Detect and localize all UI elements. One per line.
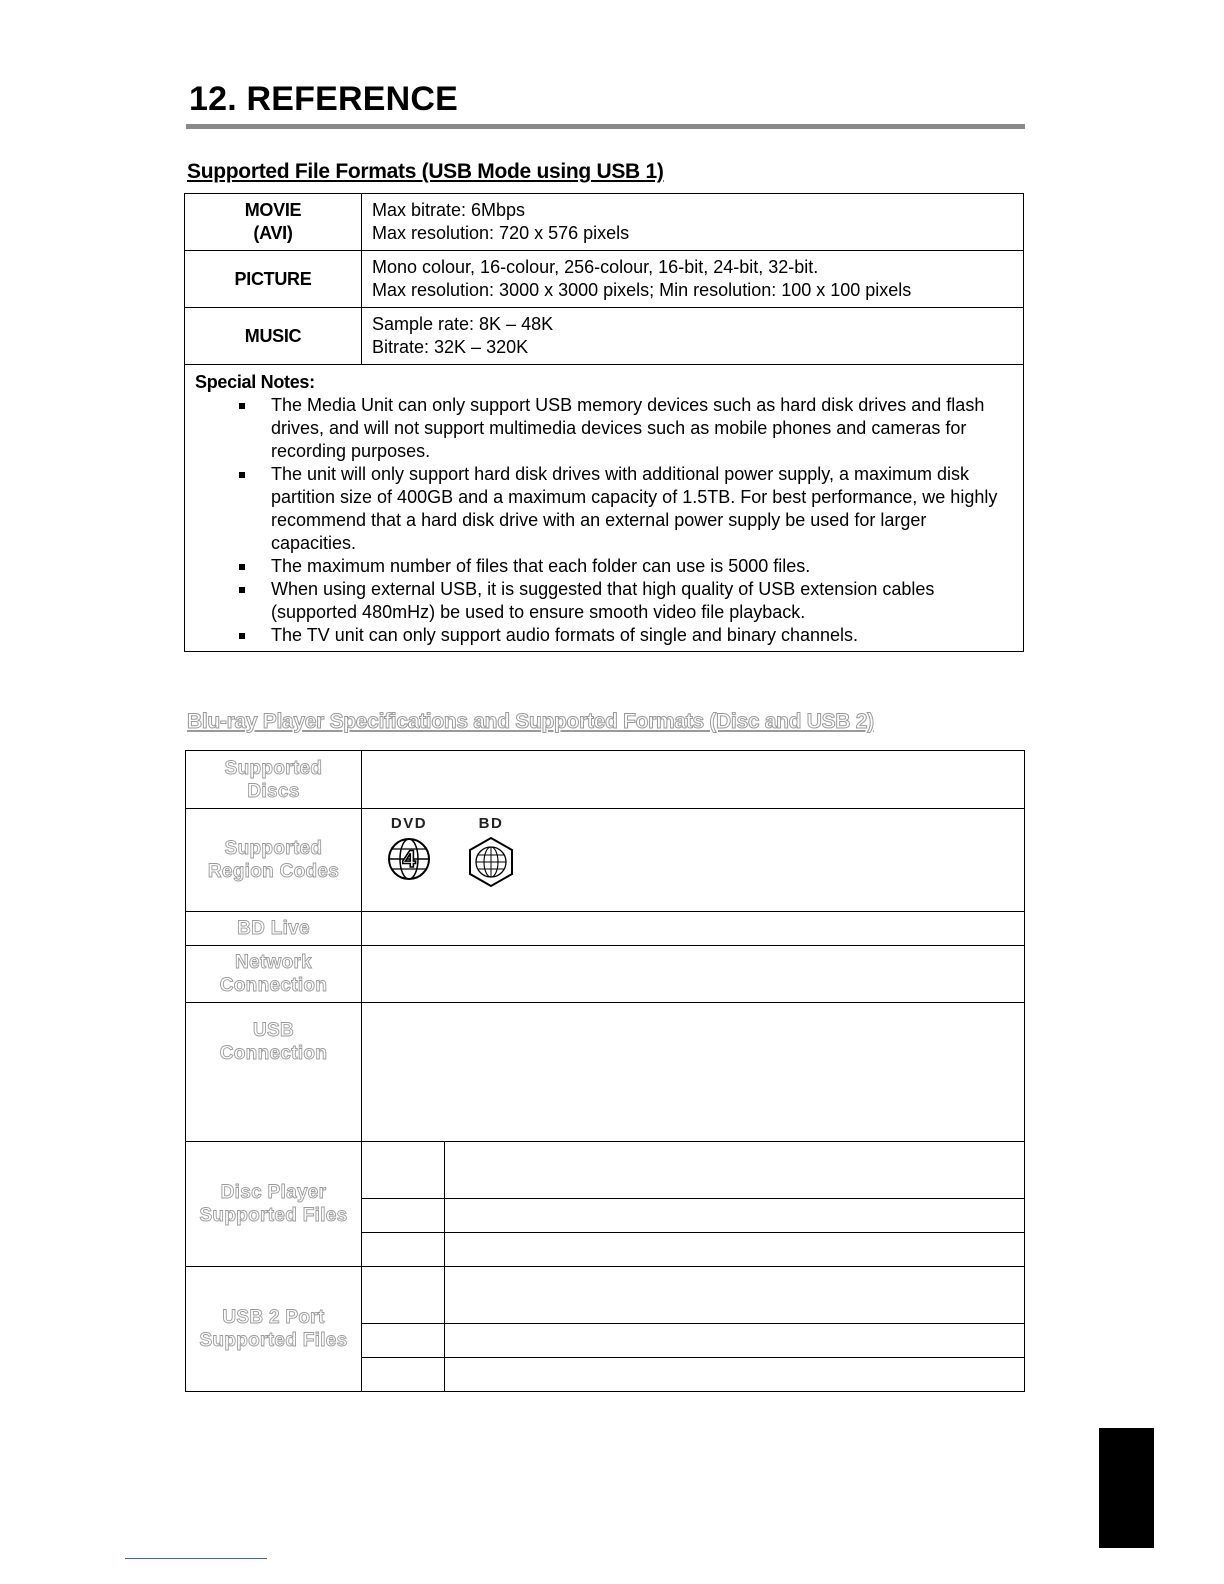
format-value <box>362 194 1024 251</box>
format-value-line: Bitrate: 32K – 320K <box>372 337 529 357</box>
file-type-cell <box>362 1233 445 1267</box>
spec-label <box>186 912 362 946</box>
file-type-cell <box>362 1324 445 1358</box>
title-divider <box>186 124 1025 129</box>
spec-label-line: Region Codes <box>207 861 340 882</box>
table-row <box>186 946 1025 1003</box>
format-label-line: (AVI) <box>253 223 293 243</box>
special-notes <box>185 365 1024 652</box>
table-row <box>186 751 1025 809</box>
table-row <box>186 809 1025 912</box>
format-value <box>362 251 1024 308</box>
file-spec-cell <box>445 1324 1025 1358</box>
notes-title: Special Notes: <box>195 372 315 392</box>
table-row <box>186 912 1025 946</box>
svg-text:4: 4 <box>402 846 416 873</box>
list-item: The TV unit can only support audio formats of single and binary channels. <box>225 624 1013 647</box>
region-label: BD <box>478 815 504 832</box>
region-logos <box>362 809 1024 888</box>
spec-label-line: Supported <box>224 838 323 859</box>
format-label <box>185 308 362 365</box>
table-row <box>185 194 1024 251</box>
format-value-line: Max resolution: 720 x 576 pixels <box>372 223 630 243</box>
list-item: The unit will only support hard disk drives with additional power supply, a maximum disk partition size of 400GB and a maximum capacity of 1.5TB. For best performance, we highly recommend that a hard disk drive with an external power supply be used for larger capacities. <box>225 463 1013 555</box>
spec-label <box>186 809 362 912</box>
spec-value <box>362 809 1025 912</box>
region-dvd <box>386 815 432 882</box>
format-value-line: Mono colour, 16-colour, 256-colour, 16-bit, 24-bit, 32-bit. <box>372 257 819 277</box>
spec-value <box>362 1003 1025 1142</box>
table-row <box>185 251 1024 308</box>
spec-value <box>362 946 1025 1003</box>
spec-label-line: Network <box>234 952 313 973</box>
notes-list <box>195 394 1013 647</box>
spec-label-line: Discs <box>247 780 300 802</box>
table-row <box>186 1267 1025 1324</box>
table-row <box>185 308 1024 365</box>
format-label-line: PICTURE <box>234 268 312 289</box>
format-value-line: Sample rate: 8K – 48K <box>372 314 554 334</box>
file-spec-cell <box>445 1233 1025 1267</box>
file-type-cell <box>362 1199 445 1233</box>
format-label <box>185 194 362 251</box>
list-item: When using external USB, it is suggested that high quality of USB extension cables (supported 480mHz) be used to ensure smooth video file playback. <box>225 578 1013 624</box>
region-2-globe-icon <box>386 836 432 882</box>
spec-label-line: USB <box>252 1020 294 1041</box>
file-spec-cell <box>445 1142 1025 1199</box>
file-type-cell <box>362 1358 445 1392</box>
spec-label <box>186 751 362 809</box>
spec-label-line: Supported Files <box>199 1330 348 1351</box>
spec-label-line: Connection <box>219 1043 328 1064</box>
spec-label <box>186 1003 362 1142</box>
spec-value <box>362 751 1025 809</box>
usb1-heading: Supported File Formats (USB Mode using USB 1) <box>187 160 664 183</box>
spec-label <box>186 946 362 1003</box>
bluray-specs-table <box>185 750 1025 1392</box>
region-bd <box>466 815 516 888</box>
file-type-cell <box>362 1142 445 1199</box>
format-value <box>362 308 1024 365</box>
format-label-line: MUSIC <box>244 325 302 346</box>
footer-rule <box>125 1558 267 1559</box>
table-row <box>186 1003 1025 1142</box>
table-row <box>185 365 1024 652</box>
format-value-line: Max resolution: 3000 x 3000 pixels; Min resolution: 100 x 100 pixels <box>372 280 912 300</box>
file-type-cell <box>362 1267 445 1324</box>
spec-label-line: Supported Files <box>199 1205 348 1226</box>
list-item: The maximum number of files that each folder can use is 5000 files. <box>225 555 1013 578</box>
spec-label <box>186 1267 362 1392</box>
spec-label-line: Supported <box>224 757 323 779</box>
region-label: DVD <box>390 815 428 832</box>
spec-label-line: Connection <box>219 975 328 996</box>
spec-label-line: Disc Player <box>220 1182 327 1203</box>
page-edge-tab <box>1099 1428 1154 1548</box>
format-value-line: Max bitrate: 6Mbps <box>372 200 526 220</box>
file-spec-cell <box>445 1199 1025 1233</box>
list-item: The Media Unit can only support USB memory devices such as hard disk drives and flash drives, and will not support multimedia devices such as mobile phones and cameras for recording purposes. <box>225 394 1013 463</box>
spec-label-line: BD Live <box>237 918 310 939</box>
spec-label <box>186 1142 362 1267</box>
file-spec-cell <box>445 1267 1025 1324</box>
file-spec-cell <box>445 1358 1025 1392</box>
table-row <box>186 1142 1025 1199</box>
format-label-line: MOVIE <box>244 200 302 220</box>
format-label <box>185 251 362 308</box>
region-b-globe-icon <box>466 836 516 888</box>
spec-value <box>362 912 1025 946</box>
usb1-formats-table <box>184 193 1024 652</box>
spec-label-line: USB 2 Port <box>222 1307 325 1328</box>
bluray-heading: Blu-ray Player Specifications and Supported Formats (Disc and USB 2) <box>187 710 874 733</box>
section-title: 12. REFERENCE <box>189 80 459 118</box>
